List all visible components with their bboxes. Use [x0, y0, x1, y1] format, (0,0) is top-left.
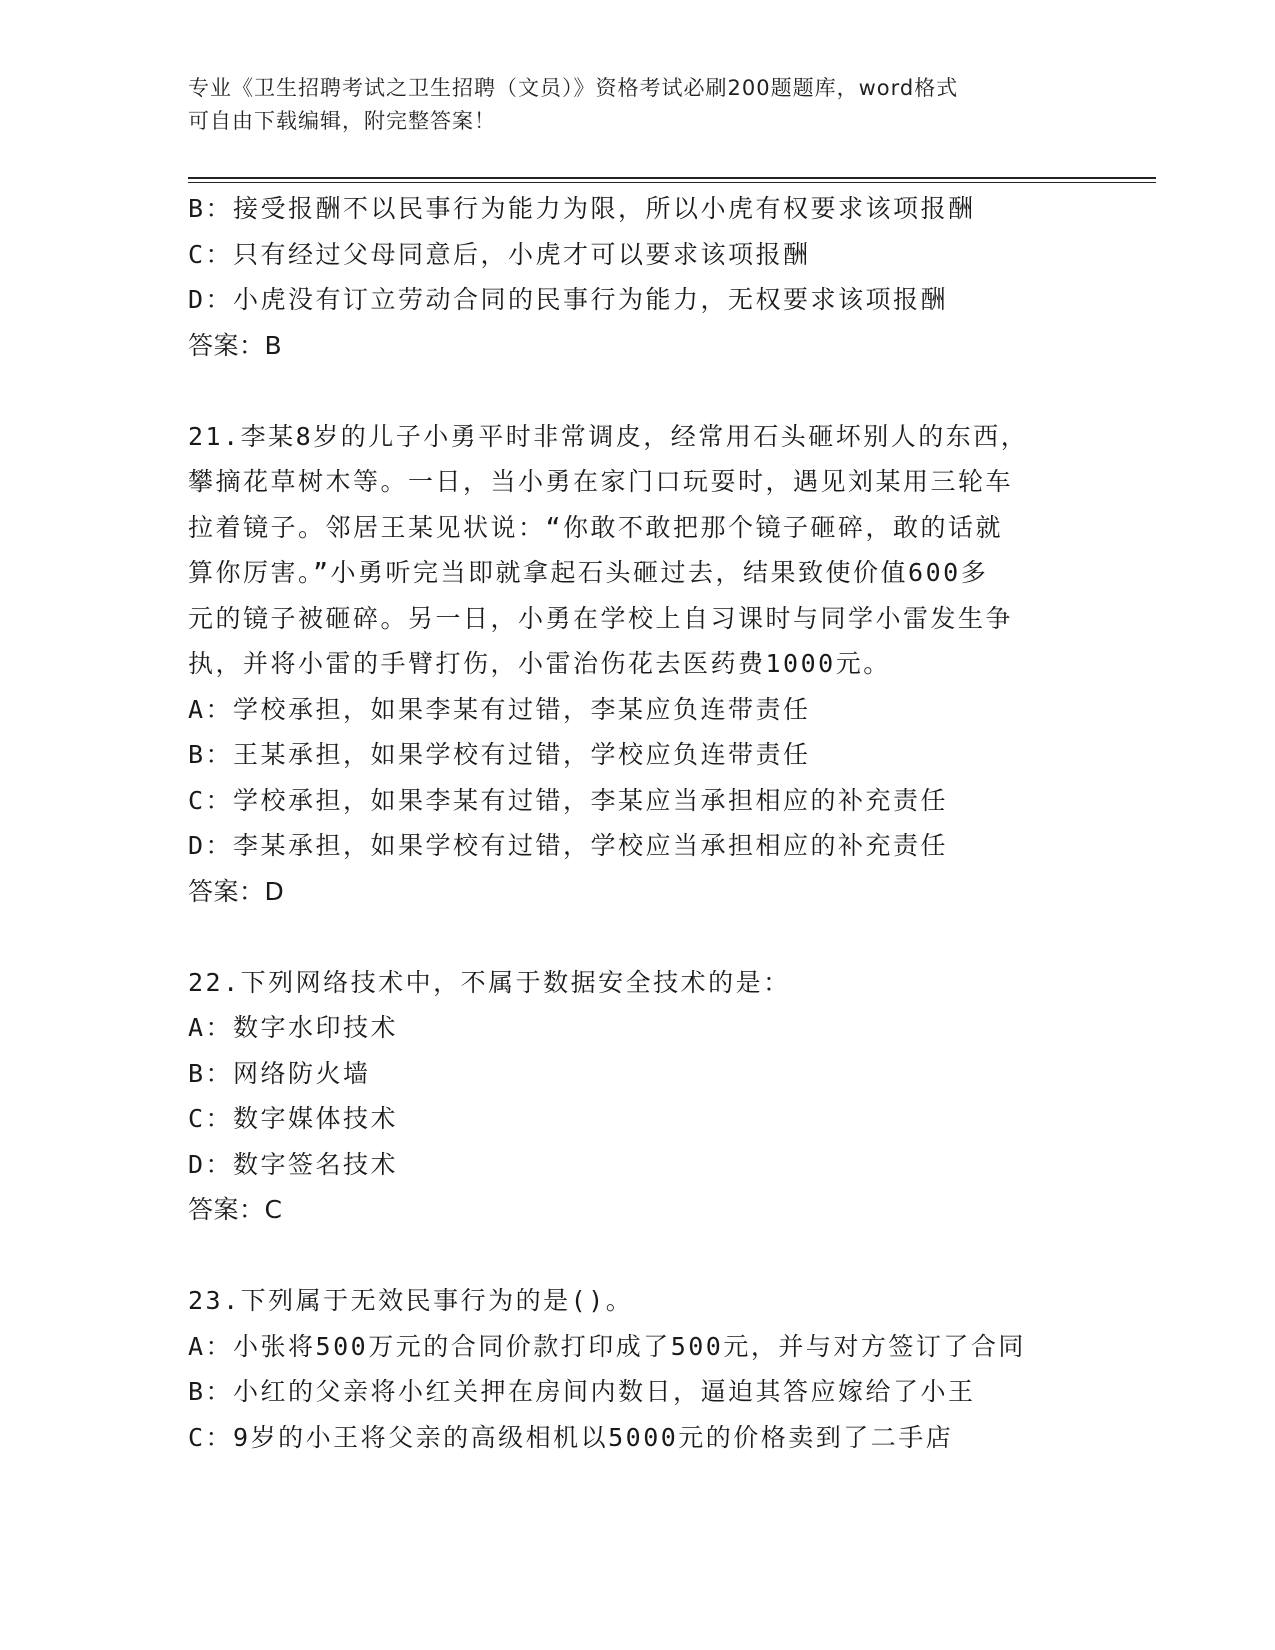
option-a: A：数字水印技术 [188, 1013, 399, 1042]
question-23 [188, 1278, 1088, 1460]
question-stem-line: 拉着镜子。邻居王某见状说：“你敢不敢把那个镜子砸碎，敢的话就 [188, 512, 1004, 542]
question-stem-line: 算你厉害。”小勇听完当即就拿起石头砸过去，结果致使价值600多 [188, 558, 989, 587]
document-body [188, 186, 1088, 1460]
question-stem-line: 元的镜子被砸碎。另一日，小勇在学校上自习课时与同学小雷发生争 [188, 603, 1014, 633]
option-c: C：学校承担，如果李某有过错，李某应当承担相应的补充责任 [188, 785, 949, 815]
option-d: D：李某承担，如果学校有过错，学校应当承担相应的补充责任 [188, 831, 949, 860]
answer-line: 答案：C [188, 1195, 283, 1224]
option-d: D：小虎没有订立劳动合同的民事行为能力，无权要求该项报酬 [188, 285, 949, 314]
spacer [188, 368, 1088, 414]
question-20-continued [188, 186, 1088, 368]
header-divider-thick [188, 177, 1156, 179]
option-b: B：接受报酬不以民事行为能力为限，所以小虎有权要求该项报酬 [188, 194, 976, 223]
answer-line: 答案：B [188, 330, 283, 360]
header-title-line-2: 可自由下载编辑，附完整答案！ [188, 109, 496, 133]
option-c: C：只有经过父母同意后，小虎才可以要求该项报酬 [188, 239, 811, 269]
header-divider [188, 177, 1156, 183]
question-21 [188, 414, 1088, 915]
question-22 [188, 960, 1088, 1233]
answer-line: 答案：D [188, 876, 285, 906]
question-stem: 22.下列网络技术中，不属于数据安全技术的是： [188, 967, 791, 997]
option-c: C：数字媒体技术 [188, 1104, 399, 1133]
spacer [188, 914, 1088, 960]
header-divider-thin [188, 182, 1156, 183]
option-b: B：网络防火墙 [188, 1058, 371, 1088]
question-stem-line: 21.李某8岁的儿子小勇平时非常调皮，经常用石头砸坏别人的东西， [188, 421, 1029, 451]
option-b: B：小红的父亲将小红关押在房间内数日，逼迫其答应嫁给了小王 [188, 1377, 976, 1406]
question-stem-line: 执，并将小雷的手臂打伤，小雷治伤花去医药费1000元。 [188, 649, 891, 678]
option-c: C：9岁的小王将父亲的高级相机以5000元的价格卖到了二手店 [188, 1422, 954, 1452]
header-title-line-1: 专业《卫生招聘考试之卫生招聘（文员）》资格考试必刷200题题库，word格式 [188, 76, 959, 100]
spacer [188, 1233, 1088, 1279]
option-a: A：小张将500万元的合同价款打印成了500元，并与对方签订了合同 [188, 1331, 1026, 1361]
option-b: B：王某承担，如果学校有过错，学校应负连带责任 [188, 740, 811, 769]
page-header [188, 72, 1068, 138]
option-a: A：学校承担，如果李某有过错，李某应负连带责任 [188, 694, 811, 724]
question-stem: 23.下列属于无效民事行为的是()。 [188, 1286, 634, 1315]
option-d: D：数字签名技术 [188, 1149, 399, 1179]
question-stem-line: 攀摘花草树木等。一日，当小勇在家门口玩耍时，遇见刘某用三轮车 [188, 467, 1014, 496]
